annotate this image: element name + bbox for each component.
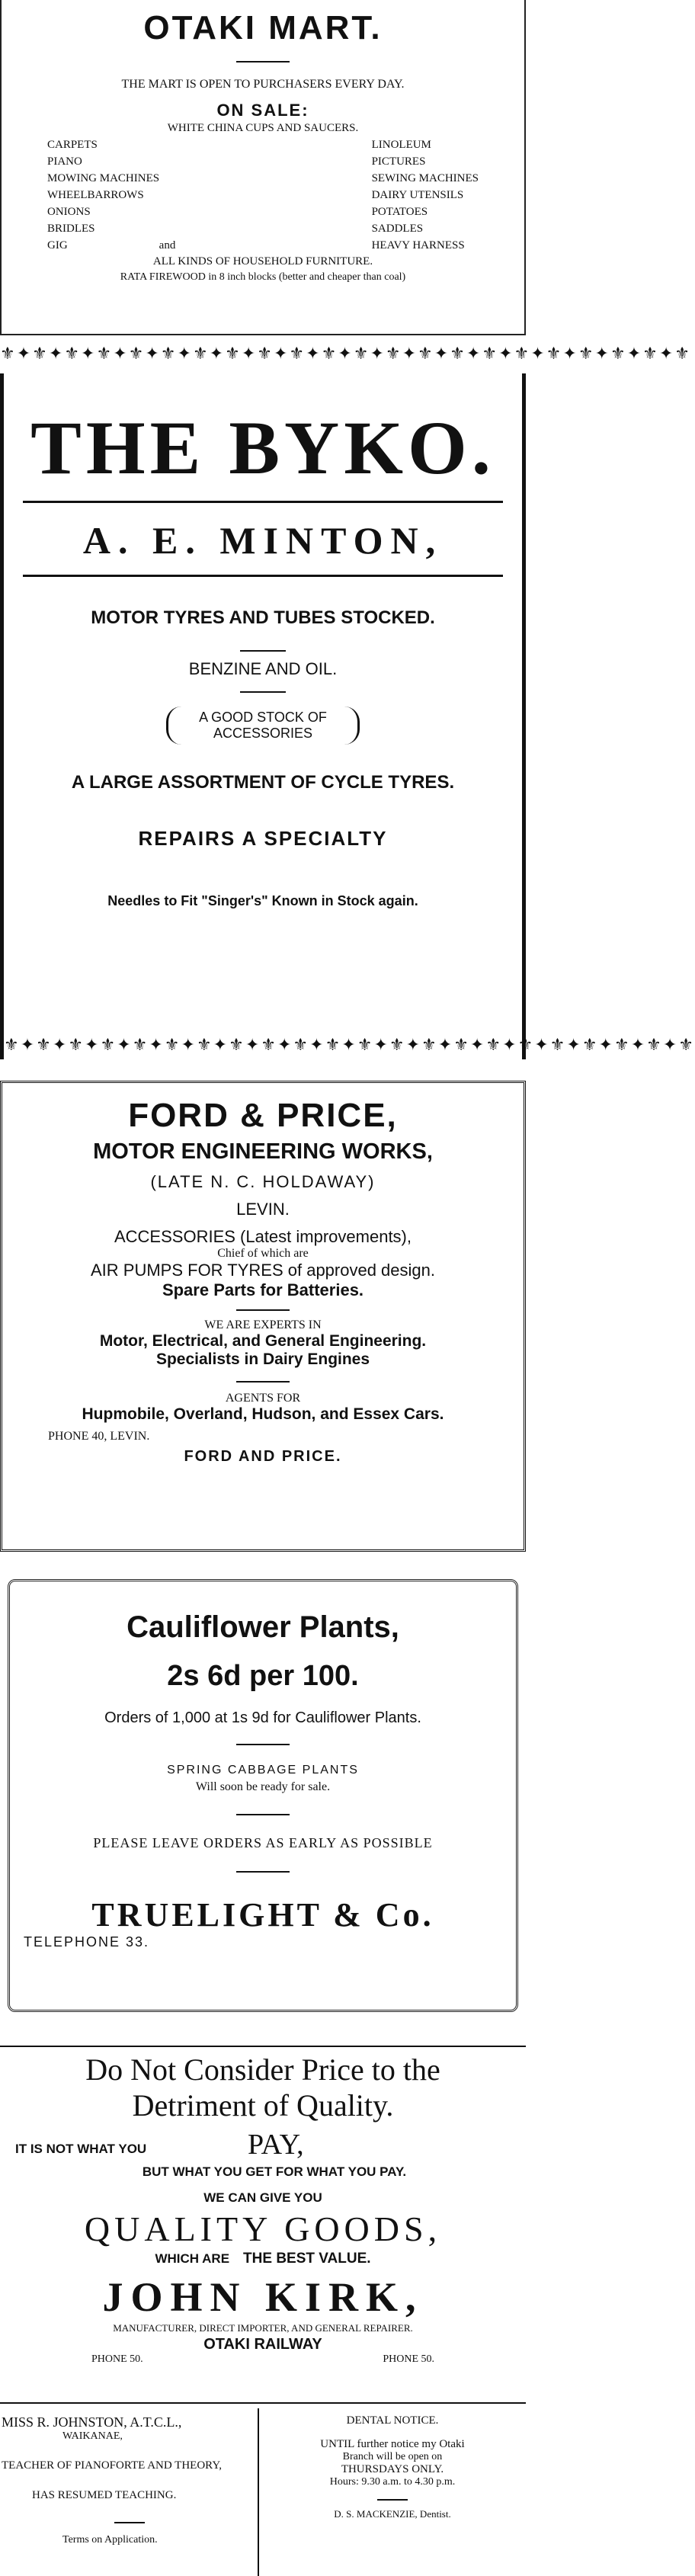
ford-price-ad — [0, 1081, 526, 1552]
and-text: and — [159, 239, 176, 252]
johnston-terms: Terms on Application. — [62, 2534, 158, 2546]
ford-fields: Motor, Electrical, and General Engineering. — [99, 1332, 427, 1350]
divider — [236, 1744, 290, 1745]
list-item: WHEELBARROWS — [47, 189, 144, 201]
byko-accessories: ACCESSORIES — [213, 726, 313, 741]
list-item: PICTURES — [371, 155, 426, 168]
johnston-name: MISS R. JOHNSTON, A.T.C.L., — [2, 2414, 182, 2430]
kirk-not-what: IT IS NOT WHAT YOU — [15, 2142, 147, 2156]
divider — [240, 650, 286, 652]
johnston-resumed: HAS RESUMED TEACHING. — [32, 2489, 177, 2501]
divider — [236, 1381, 290, 1383]
byko-line-tyres: MOTOR TYRES AND TUBES STOCKED. — [91, 607, 435, 628]
ford-title: FORD & PRICE, — [128, 1097, 398, 1134]
list-item: DAIRY UTENSILS — [371, 189, 464, 201]
dental-hours: Hours: 9.30 a.m. to 4.30 p.m. — [329, 2476, 456, 2488]
ford-accessories: ACCESSORIES (Latest improvements), — [114, 1227, 412, 1246]
dental-line-1: UNTIL further notice my Otaki — [320, 2438, 465, 2450]
ford-agents: AGENTS FOR — [225, 1392, 301, 1405]
cauli-phone: TELEPHONE 33. — [24, 1934, 150, 1950]
kirk-headline: Do Not Consider Price to the — [85, 2052, 440, 2087]
kirk-quality-goods: QUALITY GOODS, — [84, 2209, 442, 2248]
list-item: MOWING MACHINES — [47, 172, 160, 184]
firewood-line: RATA FIREWOOD in 8 inch blocks (better and cheaper than coal) — [120, 271, 406, 283]
list-item: SADDLES — [371, 223, 424, 235]
kirk-which-are: WHICH ARE — [155, 2251, 230, 2266]
ford-late: (LATE N. C. HOLDAWAY) — [150, 1172, 376, 1191]
list-item: SEWING MACHINES — [371, 172, 479, 184]
kirk-name: JOHN KIRK, — [102, 2274, 424, 2320]
divider — [240, 691, 286, 693]
fleur-border: ⚜✦⚜✦⚜✦⚜✦⚜✦⚜✦⚜✦⚜✦⚜✦⚜✦⚜✦⚜✦⚜✦⚜✦⚜✦⚜✦⚜✦⚜✦⚜✦⚜✦⚜✦⚜ — [4, 1036, 695, 1055]
johnston-town: WAIKANAE, — [62, 2430, 123, 2442]
john-kirk-ad — [0, 2046, 526, 2404]
ford-spare: Spare Parts for Batteries. — [162, 1280, 364, 1299]
byko-needles: Needles to Fit "Singer's" Known in Stock again. — [107, 893, 418, 908]
kirk-give: WE CAN GIVE YOU — [203, 2190, 322, 2205]
dental-notice — [259, 2408, 526, 2576]
on-sale-left-list — [47, 136, 175, 254]
list-item: PIANO — [47, 155, 82, 168]
johnston-teacher: TEACHER OF PIANOFORTE AND THEORY, — [2, 2459, 222, 2472]
byko-good-stock: A GOOD STOCK OF — [199, 710, 327, 725]
ford-subtitle: MOTOR ENGINEERING WORKS, — [93, 1139, 433, 1164]
byko-title: THE BYKO. — [30, 405, 495, 490]
ford-town: LEVIN. — [236, 1200, 290, 1219]
list-item: GIG and — [47, 237, 175, 254]
cauli-price: 2s 6d per 100. — [167, 1660, 359, 1692]
list-item: POTATOES — [371, 206, 428, 218]
cauli-leave-orders: PLEASE LEAVE ORDERS AS EARLY AS POSSIBLE — [93, 1835, 433, 1850]
kirk-phone-right: PHONE 50. — [383, 2353, 434, 2365]
johnston-notice — [0, 2408, 259, 2576]
otaki-mart-title: OTAKI MART. — [143, 9, 383, 46]
cauliflower-ad — [8, 1579, 518, 2012]
byko-cycle-tyres: A LARGE ASSORTMENT OF CYCLE TYRES. — [71, 772, 455, 793]
kirk-place: OTAKI RAILWAY — [203, 2336, 322, 2353]
cauli-title: Cauliflower Plants, — [127, 1610, 399, 1644]
ford-specialists: Specialists in Dairy Engines — [155, 1350, 370, 1368]
divider — [236, 1871, 290, 1873]
ford-chief: Chief of which are — [217, 1247, 309, 1260]
divider — [236, 61, 290, 62]
dental-sign: D. S. MACKENZIE, Dentist. — [334, 2508, 451, 2520]
kirk-pay: PAY, — [248, 2129, 304, 2161]
on-sale-lead: WHITE CHINA CUPS AND SAUCERS. — [167, 122, 359, 134]
list-item: CARPETS — [47, 139, 98, 151]
byko-line-benzine: BENZINE AND OIL. — [188, 659, 338, 678]
on-sale-heading: ON SALE: — [216, 101, 309, 120]
list-item: HEAVY HARNESS — [371, 239, 465, 252]
cauli-spring: SPRING CABBAGE PLANTS — [167, 1764, 359, 1777]
byko-accessories-box — [166, 706, 360, 745]
fleur-border: ⚜✦⚜✦⚜✦⚜✦⚜✦⚜✦⚜✦⚜✦⚜✦⚜✦⚜✦⚜✦⚜✦⚜✦⚜✦⚜✦⚜✦⚜✦⚜✦⚜✦⚜✦⚜ — [0, 344, 692, 364]
dental-line-2: Branch will be open on — [342, 2451, 443, 2462]
on-sale-right-list — [372, 136, 479, 254]
dental-title: DENTAL NOTICE. — [346, 2414, 439, 2427]
kirk-headline-2: Detriment of Quality. — [132, 2088, 394, 2123]
byko-repairs: REPAIRS A SPECIALTY — [138, 827, 388, 850]
divider — [23, 575, 503, 577]
kirk-trade: MANUFACTURER, DIRECT IMPORTER, AND GENERAL REPAIRER. — [113, 2322, 413, 2334]
divider — [236, 1814, 290, 1815]
list-item: ONIONS — [47, 206, 91, 218]
ford-sign: FORD AND PRICE. — [184, 1448, 342, 1465]
divider — [23, 501, 503, 503]
ford-experts: WE ARE EXPERTS IN — [204, 1318, 322, 1331]
list-item: LINOLEUM — [371, 139, 431, 151]
byko-owner: A. E. MINTON, — [82, 519, 444, 562]
kirk-best-value: THE BEST VALUE. — [243, 2251, 371, 2267]
divider — [236, 1309, 290, 1311]
cauli-firm: TRUELIGHT & Co. — [91, 1896, 434, 1934]
divider — [377, 2499, 408, 2501]
cauli-soon: Will soon be ready for sale. — [195, 1780, 331, 1793]
ford-phone: PHONE 40, LEVIN. — [48, 1430, 150, 1443]
kirk-phone-left: PHONE 50. — [91, 2353, 143, 2365]
ford-air-pumps: AIR PUMPS FOR TYRES of approved design. — [91, 1261, 435, 1280]
kirk-but-what: BUT WHAT YOU GET FOR WHAT YOU PAY. — [142, 2164, 407, 2179]
divider — [114, 2522, 145, 2523]
byko-ad — [0, 373, 695, 1059]
list-item: BRIDLES — [47, 223, 95, 235]
ford-cars: Hupmobile, Overland, Hudson, and Essex Cars. — [82, 1405, 444, 1423]
otaki-mart-ad — [0, 0, 526, 335]
dental-line-3: THURSDAYS ONLY. — [341, 2463, 444, 2475]
cauli-orders: Orders of 1,000 at 1s 9d for Cauliflower Plants. — [104, 1709, 421, 1726]
otaki-mart-intro: THE MART IS OPEN TO PURCHASERS EVERY DAY. — [121, 78, 405, 91]
household-line: ALL KINDS OF HOUSEHOLD FURNITURE. — [152, 255, 373, 268]
